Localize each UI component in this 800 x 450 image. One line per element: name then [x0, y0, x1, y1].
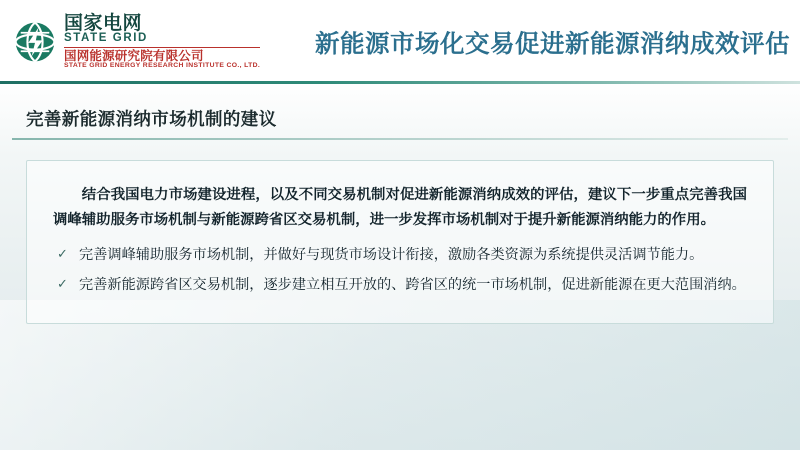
list-item-label: 完善新能源跨省区交易机制，逐步建立相互开放的、跨省区的统一市场机制，促进新能源在更大范围消纳。 — [79, 276, 746, 293]
page-title: 新能源市场化交易促进新能源消纳成效评估 — [315, 30, 790, 58]
body-paragraph: 结合我国电力市场建设进程，以及不同交易机制对促进新能源消纳成效的评估，建议下一步重点完善我国调峰辅助服务市场机制与新能源跨省区交易机制，进一步发挥市场机制对于提升新能源消纳能力的作用。 — [53, 187, 747, 228]
recommendation-list — [53, 243, 747, 298]
logo-text-block — [64, 14, 260, 70]
list-item — [53, 273, 747, 297]
section-heading-underline — [12, 138, 788, 140]
logo-institute-cn: 国网能源研究院有限公司 — [64, 49, 204, 64]
logo-company-en: STATE GRID — [64, 32, 148, 45]
check-icon: ✓ — [57, 275, 68, 291]
content-card — [26, 160, 774, 324]
state-grid-logo — [0, 13, 261, 70]
section-heading: 完善新能源消纳市场机制的建议 — [26, 109, 277, 129]
slide-header — [0, 0, 800, 84]
list-item-label: 完善调峰辅助服务市场机制，并做好与现货市场设计衔接，激励各类资源为系统提供灵活调节能力。 — [79, 246, 704, 263]
logo-company-cn: 国家电网 — [64, 13, 143, 35]
state-grid-globe-icon — [14, 21, 56, 63]
header-divider — [0, 81, 800, 84]
check-icon: ✓ — [57, 245, 68, 261]
logo-institute-en: STATE GRID ENERGY RESEARCH INSTITUTE CO., LTD. — [64, 61, 261, 69]
list-item — [53, 243, 747, 267]
